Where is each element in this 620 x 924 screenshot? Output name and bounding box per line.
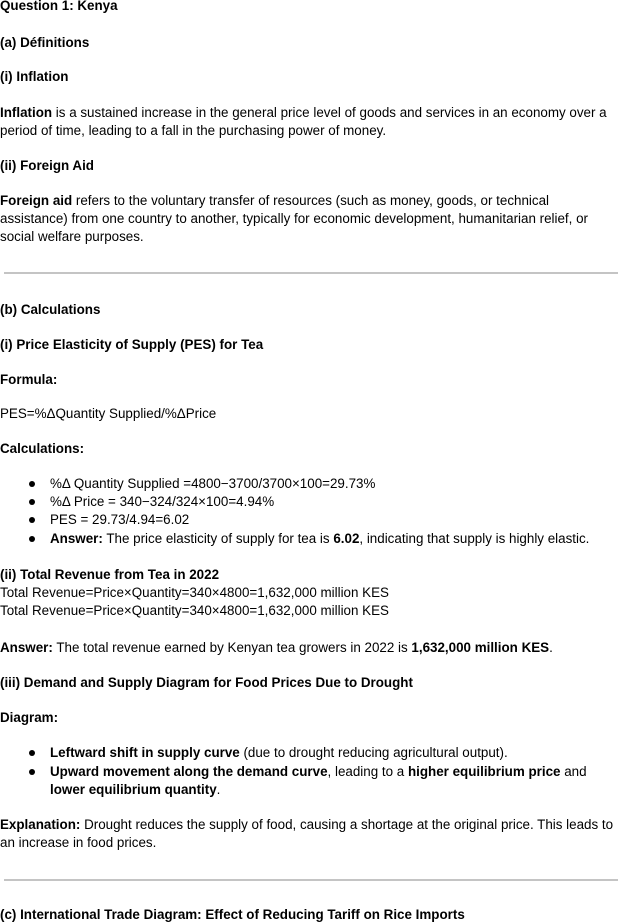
revenue-answer-pre: The total revenue earned by Kenyan tea growers in 2022 is [52,640,412,655]
inflation-heading: (i) Inflation [0,69,69,84]
pes-answer-pre: The price elasticity of supply for tea is [102,531,334,546]
diagram-bullet-supply [50,744,618,762]
bullet-dot [29,536,35,542]
revenue-answer-value: 1,632,000 million KES [411,640,550,655]
document-title: Question 1: Kenya [0,0,118,13]
demand-movement-mid: , leading to a [327,764,408,779]
demand-movement-text: Upward movement along the demand curve [50,764,328,779]
calc-bullet-price: %Δ Price = 340−324/324×100=4.94% [50,494,275,509]
calc-bullet-pes: PES = 29.73/4.94=6.02 [50,512,190,527]
bullet-dot [29,499,35,505]
inflation-term: Inflation [0,105,53,120]
bullet-dot [29,517,35,523]
section-divider [4,879,618,881]
bullet-dot [29,481,35,487]
lower-quantity-text: lower equilibrium quantity [50,782,217,797]
diagram-label: Diagram: [0,710,59,725]
demand-movement-end: . [216,782,221,797]
inflation-definition [0,104,618,140]
demand-movement-and: and [560,764,587,779]
explanation-paragraph [0,816,618,852]
pes-answer-post: , indicating that supply is highly elastic. [359,531,590,546]
revenue-line-1: Total Revenue=Price×Quantity=340×4800=1,632,000 million KES [0,585,389,600]
higher-price-text: higher equilibrium price [407,764,561,779]
pes-formula: PES=%ΔQuantity Supplied/%ΔPrice [0,406,217,421]
diagram-heading: (iii) Demand and Supply Diagram for Food Prices Due to Drought [0,675,413,690]
foreign-aid-term: Foreign aid [0,193,73,208]
bullet-dot [29,769,35,775]
revenue-heading: (ii) Total Revenue from Tea in 2022 [0,567,220,582]
calculations-label: Calculations: [0,441,85,456]
pes-heading: (i) Price Elasticity of Supply (PES) for Tea [0,337,264,352]
pes-answer-value: 6.02 [333,531,360,546]
section-divider [4,272,618,274]
supply-shift-reason: (due to drought reducing agricultural output). [239,745,508,760]
foreign-aid-text: refers to the voluntary transfer of resources (such as money, goods, or technical assistance) from one country to another, typically for economic development, humanitarian relief, or social welfare purposes. [0,193,588,244]
answer-label: Answer: [50,531,103,546]
part-c-heading: (c) International Trade Diagram: Effect of Reducing Tariff on Rice Imports [0,907,465,922]
diagram-bullet-demand [50,763,618,799]
foreign-aid-definition [0,192,618,246]
part-b-heading: (b) Calculations [0,302,101,317]
formula-label: Formula: [0,372,58,387]
bullet-dot [29,750,35,756]
revenue-answer-post: . [549,640,553,655]
explanation-label: Explanation: [0,817,81,832]
revenue-line-2: Total Revenue=Price×Quantity=340×4800=1,632,000 million KES [0,603,389,618]
inflation-text: is a sustained increase in the general price level of goods and services in an economy over a period of time, leading to a fall in the purchasing power of money. [0,105,607,138]
part-a-heading: (a) Définitions [0,35,90,50]
calc-bullet-quantity: %Δ Quantity Supplied =4800−3700/3700×100=29.73% [50,476,376,491]
foreign-aid-heading: (ii) Foreign Aid [0,158,94,173]
answer-label: Answer: [0,640,53,655]
supply-shift-text: Leftward shift in supply curve [50,745,240,760]
revenue-answer [0,639,553,657]
pes-answer [50,530,618,548]
explanation-text: Drought reduces the supply of food, causing a shortage at the original price. This leads to an increase in food prices. [0,817,614,850]
